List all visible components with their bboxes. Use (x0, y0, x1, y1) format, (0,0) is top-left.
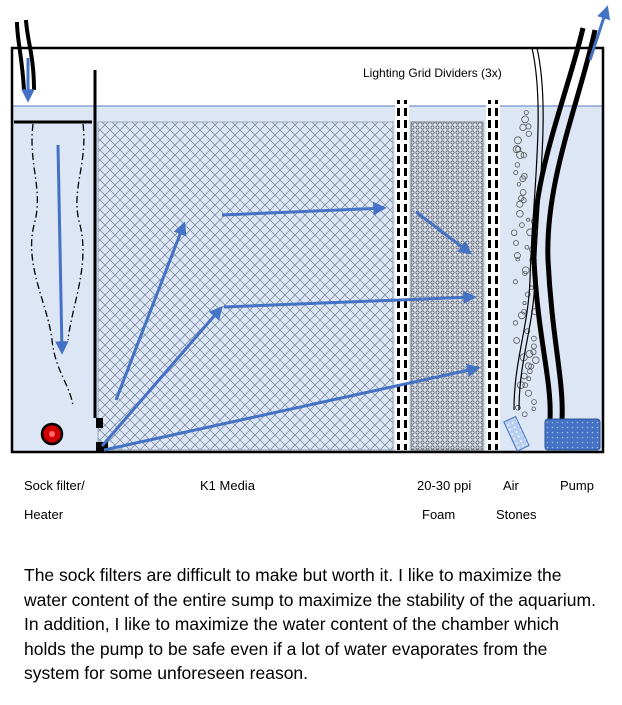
stones-label: Stones (496, 507, 537, 522)
sock-filter-label: Sock filter/ (24, 478, 85, 493)
foam-ppi-label: 20-30 ppi (417, 478, 472, 493)
pump (545, 419, 600, 450)
baffle-grid-top (96, 418, 103, 428)
grid-dividers-label: Lighting Grid Dividers (3x) (363, 66, 502, 80)
foam-chamber (411, 122, 483, 450)
grid-divider-1 (395, 100, 409, 450)
grid-divider-2 (486, 100, 500, 450)
heater-label: Heater (24, 507, 64, 522)
intake-pipe (17, 22, 24, 90)
foam-label: Foam (422, 507, 456, 522)
air-label: Air (503, 478, 519, 493)
description-paragraph: The sock filters are difficult to make but worth it. I like to maximize the water content of the entire sump to maximize the stability of the aquarium. In addition, I like to maximize the water content of the chamber which holds the pump to be safe even if a lot of water evaporates from the system for some unforeseen reason. (24, 565, 596, 683)
k1-media-label: K1 Media (200, 478, 255, 493)
pump-label: Pump (560, 478, 594, 493)
